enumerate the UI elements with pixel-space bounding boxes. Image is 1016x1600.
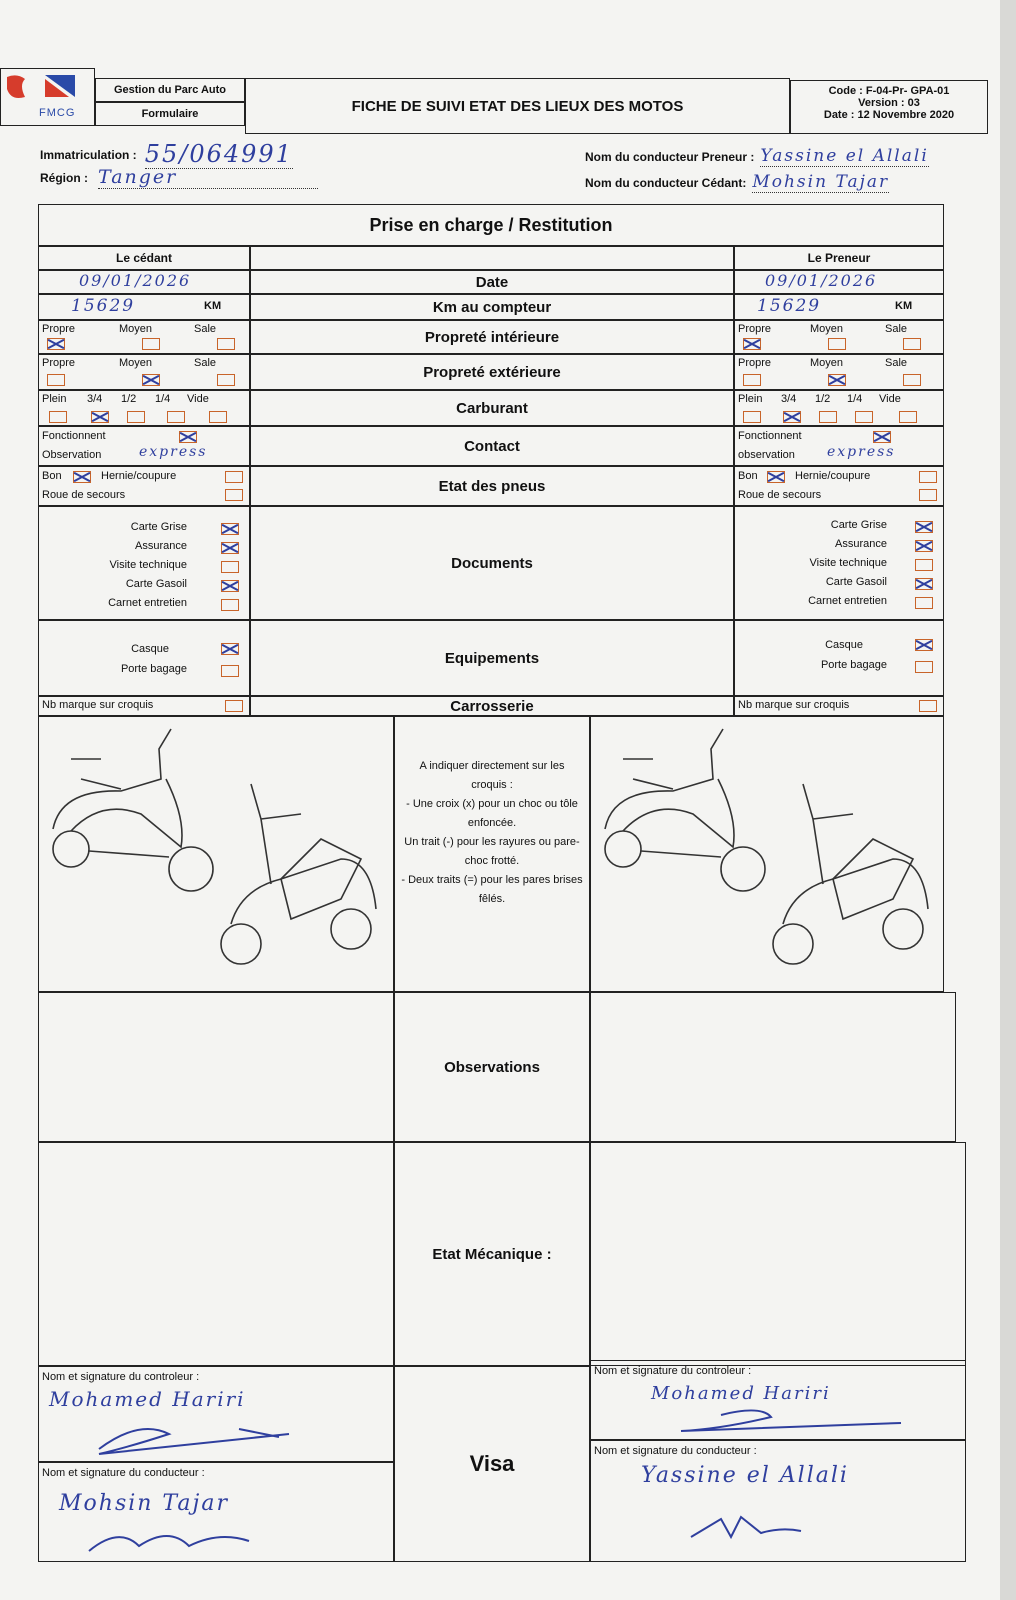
q34-checkbox[interactable]: [91, 411, 109, 423]
instruction-line-2: - Une croix (x) pour un choc ou tôle enfoncée.: [406, 798, 578, 829]
sale-label: Sale: [194, 357, 217, 369]
cedant-line: [585, 172, 889, 193]
region-value: Tanger: [98, 166, 318, 189]
bon-checkbox[interactable]: [767, 471, 785, 483]
moyen-checkbox[interactable]: [142, 338, 160, 350]
hernie-checkbox[interactable]: [225, 471, 243, 483]
doc-visite-checkbox[interactable]: [221, 561, 239, 573]
q12-label: 1/2: [121, 393, 137, 405]
porte-bagage-label: Porte bagage: [820, 659, 887, 671]
vide-checkbox[interactable]: [899, 411, 917, 423]
carrosserie-left: [38, 696, 250, 716]
doc-assurance-label: Assurance: [135, 540, 187, 552]
sale-label: Sale: [885, 323, 908, 335]
controleur-name: Mohamed Hariri: [49, 1387, 246, 1411]
vide-label: Vide: [879, 393, 901, 405]
sketch-left: [38, 716, 394, 992]
sig-conducteur-right: [590, 1440, 966, 1562]
propre-label: Propre: [42, 357, 76, 369]
scooter-left-view: [605, 729, 765, 891]
date-text: Date : 12 Novembre 2020: [823, 109, 955, 121]
nb-marque-label: Nb marque sur croquis: [42, 699, 154, 711]
km-left: [38, 294, 250, 320]
conducteur-right-name: Yassine el Allali: [641, 1463, 849, 1488]
mid-head: [250, 246, 734, 270]
instruction-line-4: - Deux traits (=) pour les pares brises fêlés.: [401, 874, 583, 905]
doc-carnet-checkbox[interactable]: [221, 599, 239, 611]
instructions-cell: [394, 716, 590, 992]
meca-right: [590, 1142, 966, 1366]
meca-left: [38, 1142, 394, 1366]
doc-visite-label: Visite technique: [109, 559, 187, 571]
prop-ext-right: [734, 354, 944, 390]
observations-left: [38, 992, 394, 1142]
sale-label: Sale: [885, 357, 908, 369]
equip-right: [734, 620, 944, 696]
roue-label: Roue de secours: [42, 489, 126, 501]
scooter-left-view: [53, 729, 213, 891]
sale-label: Sale: [194, 323, 217, 335]
tires-left: [38, 466, 250, 506]
date-label: Date: [250, 270, 734, 294]
bon-label: Bon: [738, 470, 758, 482]
km-right-unit: KM: [895, 300, 913, 312]
casque-label: Casque: [825, 639, 863, 651]
docs-right: [734, 506, 944, 620]
casque-checkbox[interactable]: [915, 639, 933, 651]
hernie-label: Hernie/coupure: [101, 470, 177, 482]
sale-checkbox[interactable]: [217, 374, 235, 386]
sig-controleur-label: Nom et signature du controleur :: [594, 1365, 752, 1377]
left-head: Le cédant: [38, 246, 250, 270]
q34-checkbox[interactable]: [783, 411, 801, 423]
moyen-checkbox[interactable]: [142, 374, 160, 386]
brand-logo-icon: [3, 71, 93, 111]
vide-label: Vide: [187, 393, 209, 405]
contact-label: Contact: [250, 426, 734, 466]
docs-label: Documents: [250, 506, 734, 620]
sig-controleur-label: Nom et signature du controleur :: [42, 1371, 200, 1383]
immat-line: [40, 140, 293, 169]
q12-checkbox[interactable]: [127, 411, 145, 423]
docs-left: [38, 506, 250, 620]
carrosserie-label: Carrosserie: [250, 696, 734, 716]
roue-checkbox[interactable]: [225, 489, 243, 501]
plein-label: Plein: [738, 393, 763, 405]
date-right: [734, 270, 944, 294]
observation-label: observation: [738, 449, 795, 461]
immat-label: Immatriculation :: [40, 147, 137, 162]
q14-checkbox[interactable]: [855, 411, 873, 423]
instruction-line-1: A indiquer directement sur les croquis :: [419, 760, 565, 791]
sig-conducteur-label: Nom et signature du conducteur :: [594, 1445, 757, 1457]
doc-assurance-checkbox[interactable]: [915, 540, 933, 552]
prop-int-label: Propreté intérieure: [250, 320, 734, 354]
table-title: Prise en charge / Restitution: [38, 204, 944, 246]
propre-checkbox[interactable]: [743, 338, 761, 350]
sig-conducteur-left: [38, 1462, 394, 1562]
observation-label: Observation: [42, 449, 102, 461]
doc-carnet-label: Carnet entretien: [108, 597, 187, 609]
doc-gasoil-label: Carte Gasoil: [125, 578, 187, 590]
doc-carte-grise-checkbox[interactable]: [221, 523, 239, 535]
date-left-value: 09/01/2026: [79, 271, 192, 290]
porte-bagage-label: Porte bagage: [120, 663, 187, 675]
sig-controleur-right: [590, 1360, 966, 1440]
km-label: Km au compteur: [250, 294, 734, 320]
observations-right: [590, 992, 956, 1142]
observation-value: express: [827, 444, 896, 460]
cedant-label: Nom du conducteur Cédant:: [585, 175, 747, 190]
doc-type-label: Formulaire: [95, 102, 245, 126]
doc-assurance-checkbox[interactable]: [221, 542, 239, 554]
fonctionnement-checkbox[interactable]: [179, 431, 197, 443]
dept-label: Gestion du Parc Auto: [95, 78, 245, 102]
sig-controleur-left: [38, 1366, 394, 1462]
moyen-label: Moyen: [119, 357, 153, 369]
km-right: [734, 294, 944, 320]
equip-label: Equipements: [250, 620, 734, 696]
immat-value: 55/064991: [144, 140, 293, 168]
moyen-checkbox[interactable]: [828, 338, 846, 350]
scooter-sketch-icon: [593, 719, 943, 989]
doc-carnet-checkbox[interactable]: [915, 597, 933, 609]
carrosserie-right: [734, 696, 944, 716]
nb-marque-checkbox[interactable]: [225, 700, 243, 712]
logo-text: FMCG: [39, 107, 76, 119]
instruction-line-3: Un trait (-) pour les rayures ou pare-choc frotté.: [404, 836, 580, 867]
doc-carte-grise-label: Carte Grise: [830, 519, 887, 531]
form-title: FICHE DE SUIVI ETAT DES LIEUX DES MOTOS: [245, 78, 790, 134]
km-left-unit: KM: [204, 300, 222, 312]
doc-gasoil-checkbox[interactable]: [221, 580, 239, 592]
doc-carte-grise-checkbox[interactable]: [915, 521, 933, 533]
fonctionnement-label: Fonctionnent: [42, 430, 106, 442]
signature-icon: [79, 1521, 279, 1561]
region-label: Région :: [40, 170, 88, 185]
observation-value: express: [139, 444, 208, 460]
km-left-value: 15629: [71, 296, 136, 316]
region-line: [40, 166, 318, 189]
casque-label: Casque: [131, 643, 169, 655]
propre-checkbox[interactable]: [47, 338, 65, 350]
porte-bagage-checkbox[interactable]: [915, 661, 933, 673]
signature-icon: [59, 1419, 319, 1459]
doc-assurance-label: Assurance: [835, 538, 887, 550]
preneur-label: Nom du conducteur Preneur :: [585, 149, 755, 164]
plein-checkbox[interactable]: [743, 411, 761, 423]
observations-label: Observations: [394, 992, 590, 1142]
preneur-line: [585, 146, 929, 167]
scooter-right-view: [773, 784, 928, 964]
code-text: Code : F-04-Pr- GPA-01: [828, 85, 950, 97]
contact-right: [734, 426, 944, 466]
q14-label: 1/4: [155, 393, 171, 405]
visa-label: Visa: [394, 1366, 590, 1562]
plein-label: Plein: [42, 393, 67, 405]
sale-checkbox[interactable]: [903, 374, 921, 386]
q14-checkbox[interactable]: [167, 411, 185, 423]
doc-carnet-label: Carnet entretien: [808, 595, 887, 607]
tires-label: Etat des pneus: [250, 466, 734, 506]
roue-checkbox[interactable]: [919, 489, 937, 501]
propre-label: Propre: [42, 323, 76, 335]
sketch-right: [590, 716, 944, 992]
signature-icon: [681, 1507, 881, 1547]
nb-marque-label: Nb marque sur croquis: [738, 699, 850, 711]
propre-label: Propre: [738, 357, 772, 369]
scooter-sketch-icon: [41, 719, 391, 989]
scooter-right-view: [221, 784, 376, 964]
meca-label: Etat Mécanique :: [394, 1142, 590, 1366]
moyen-label: Moyen: [119, 323, 153, 335]
code-box: [790, 80, 988, 134]
signature-icon: [661, 1405, 921, 1435]
km-right-value: 15629: [757, 296, 822, 316]
sale-checkbox[interactable]: [217, 338, 235, 350]
hernie-label: Hernie/coupure: [795, 470, 871, 482]
sale-checkbox[interactable]: [903, 338, 921, 350]
prop-int-right: [734, 320, 944, 354]
date-left: [38, 270, 250, 294]
tires-right: [734, 466, 944, 506]
preneur-value: Yassine el Allali: [760, 146, 929, 166]
conducteur-left-name: Mohsin Tajar: [59, 1491, 229, 1516]
doc-visite-label: Visite technique: [809, 557, 887, 569]
right-head: Le Preneur: [734, 246, 944, 270]
q34-label: 3/4: [87, 393, 103, 405]
vide-checkbox[interactable]: [209, 411, 227, 423]
doc-gasoil-label: Carte Gasoil: [825, 576, 887, 588]
date-right-value: 09/01/2026: [765, 271, 878, 290]
hernie-checkbox[interactable]: [919, 471, 937, 483]
doc-gasoil-checkbox[interactable]: [915, 578, 933, 590]
doc-carte-grise-label: Carte Grise: [130, 521, 187, 533]
prop-int-left: [38, 320, 250, 354]
fuel-left: [38, 390, 250, 426]
version-text: Version : 03: [858, 97, 920, 109]
fonctionnement-label: Fonctionnent: [738, 430, 802, 442]
contact-left: [38, 426, 250, 466]
plein-checkbox[interactable]: [49, 411, 67, 423]
equip-left: [38, 620, 250, 696]
fuel-right: [734, 390, 944, 426]
controleur-name: Mohamed Hariri: [651, 1383, 831, 1404]
bon-checkbox[interactable]: [73, 471, 91, 483]
propre-label: Propre: [738, 323, 772, 335]
roue-label: Roue de secours: [738, 489, 822, 501]
nb-marque-checkbox[interactable]: [919, 700, 937, 712]
bon-label: Bon: [42, 470, 62, 482]
porte-bagage-checkbox[interactable]: [221, 665, 239, 677]
moyen-checkbox[interactable]: [828, 374, 846, 386]
prop-ext-left: [38, 354, 250, 390]
q12-checkbox[interactable]: [819, 411, 837, 423]
propre-checkbox[interactable]: [47, 374, 65, 386]
q12-label: 1/2: [815, 393, 831, 405]
moyen-label: Moyen: [810, 357, 844, 369]
doc-visite-checkbox[interactable]: [915, 559, 933, 571]
fonctionnement-checkbox[interactable]: [873, 431, 891, 443]
prop-ext-label: Propreté extérieure: [250, 354, 734, 390]
fuel-label: Carburant: [250, 390, 734, 426]
q14-label: 1/4: [847, 393, 863, 405]
moyen-label: Moyen: [810, 323, 844, 335]
sig-conducteur-label: Nom et signature du conducteur :: [42, 1467, 205, 1479]
casque-checkbox[interactable]: [221, 643, 239, 655]
propre-checkbox[interactable]: [743, 374, 761, 386]
cedant-value: Mohsin Tajar: [752, 172, 890, 192]
logo-box: [0, 68, 95, 126]
q34-label: 3/4: [781, 393, 797, 405]
